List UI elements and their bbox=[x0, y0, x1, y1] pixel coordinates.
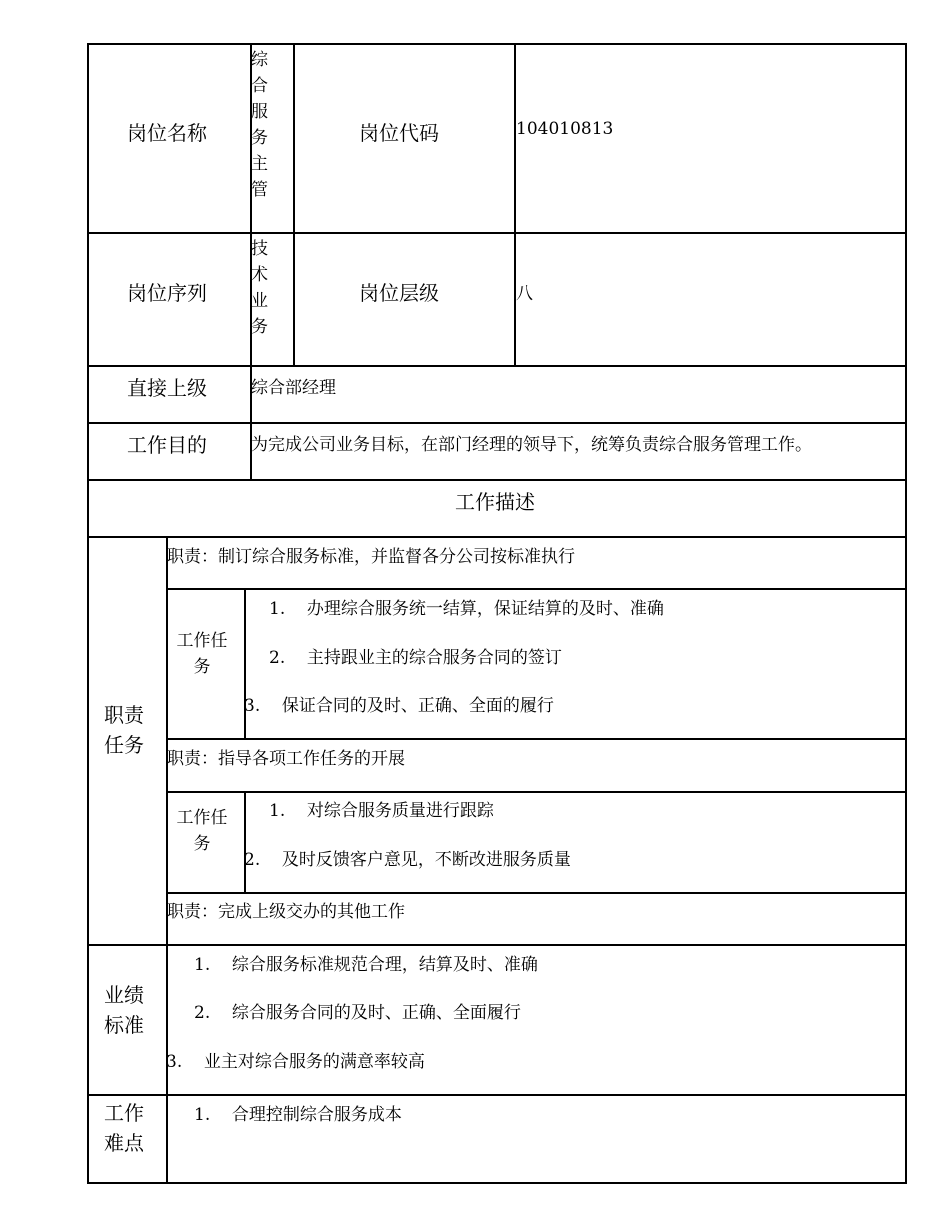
col-divider bbox=[166, 536, 168, 1183]
supervisor-label: 直接上级 bbox=[127, 376, 207, 400]
task-item: 3. 保证合同的及时、正确、全面的履行 bbox=[244, 696, 554, 716]
supervisor-value: 综合部经理 bbox=[251, 378, 336, 398]
performance-label: 业绩标准 bbox=[104, 983, 144, 1037]
col-divider bbox=[244, 791, 246, 894]
row-divider bbox=[87, 232, 907, 234]
row-divider bbox=[166, 738, 907, 740]
row-divider bbox=[87, 536, 907, 538]
border-top bbox=[87, 43, 907, 45]
col-divider bbox=[293, 43, 295, 367]
duty-title: 职责：完成上级交办的其他工作 bbox=[167, 902, 405, 922]
purpose-label: 工作目的 bbox=[127, 433, 207, 457]
level-label: 岗位层级 bbox=[359, 281, 439, 305]
row-divider bbox=[87, 365, 907, 367]
sequence-label: 岗位序列 bbox=[127, 281, 207, 305]
row-divider bbox=[87, 422, 907, 424]
task-label: 工作任务 bbox=[176, 808, 228, 854]
task-label: 工作任务 bbox=[176, 631, 228, 677]
task-item: 1. 对综合服务质量进行跟踪 bbox=[269, 801, 494, 821]
task-item: 2. 主持跟业主的综合服务合同的签订 bbox=[269, 648, 562, 668]
task-item: 2. 及时反馈客户意见，不断改进服务质量 bbox=[244, 850, 571, 870]
duty-title: 职责：指导各项工作任务的开展 bbox=[167, 749, 405, 769]
level-value: 八 bbox=[516, 284, 533, 304]
sequence-value: 技术业务 bbox=[251, 239, 268, 337]
row-divider bbox=[166, 791, 907, 793]
row-divider bbox=[87, 479, 907, 481]
purpose-value: 为完成公司业务目标，在部门经理的领导下，统筹负责综合服务管理工作。 bbox=[251, 435, 812, 455]
row-divider bbox=[166, 588, 907, 590]
difficulty-item: 1. 合理控制综合服务成本 bbox=[194, 1105, 402, 1125]
row-divider bbox=[87, 944, 907, 946]
border-left bbox=[87, 43, 89, 1184]
position-name-value: 综合服务主管 bbox=[251, 50, 268, 200]
row-divider bbox=[87, 1094, 907, 1096]
col-divider bbox=[514, 43, 516, 367]
row-divider bbox=[166, 892, 907, 894]
position-code-value: 104010813 bbox=[516, 119, 614, 139]
description-title: 工作描述 bbox=[455, 490, 535, 514]
difficulty-label: 工作难点 bbox=[104, 1101, 144, 1155]
col-divider bbox=[244, 588, 246, 740]
border-bottom bbox=[87, 1182, 907, 1184]
duty-title: 职责：制订综合服务标准，并监督各分公司按标准执行 bbox=[167, 547, 575, 567]
performance-item: 2. 综合服务合同的及时、正确、全面履行 bbox=[194, 1003, 521, 1023]
performance-item: 3. 业主对综合服务的满意率较高 bbox=[166, 1052, 425, 1072]
task-item: 1. 办理综合服务统一结算，保证结算的及时、准确 bbox=[269, 599, 664, 619]
border-right bbox=[905, 43, 907, 1184]
performance-item: 1. 综合服务标准规范合理，结算及时、准确 bbox=[194, 955, 538, 975]
position-code-label: 岗位代码 bbox=[359, 121, 439, 145]
position-name-label: 岗位名称 bbox=[127, 121, 207, 145]
duties-label: 职责任务 bbox=[104, 703, 144, 757]
